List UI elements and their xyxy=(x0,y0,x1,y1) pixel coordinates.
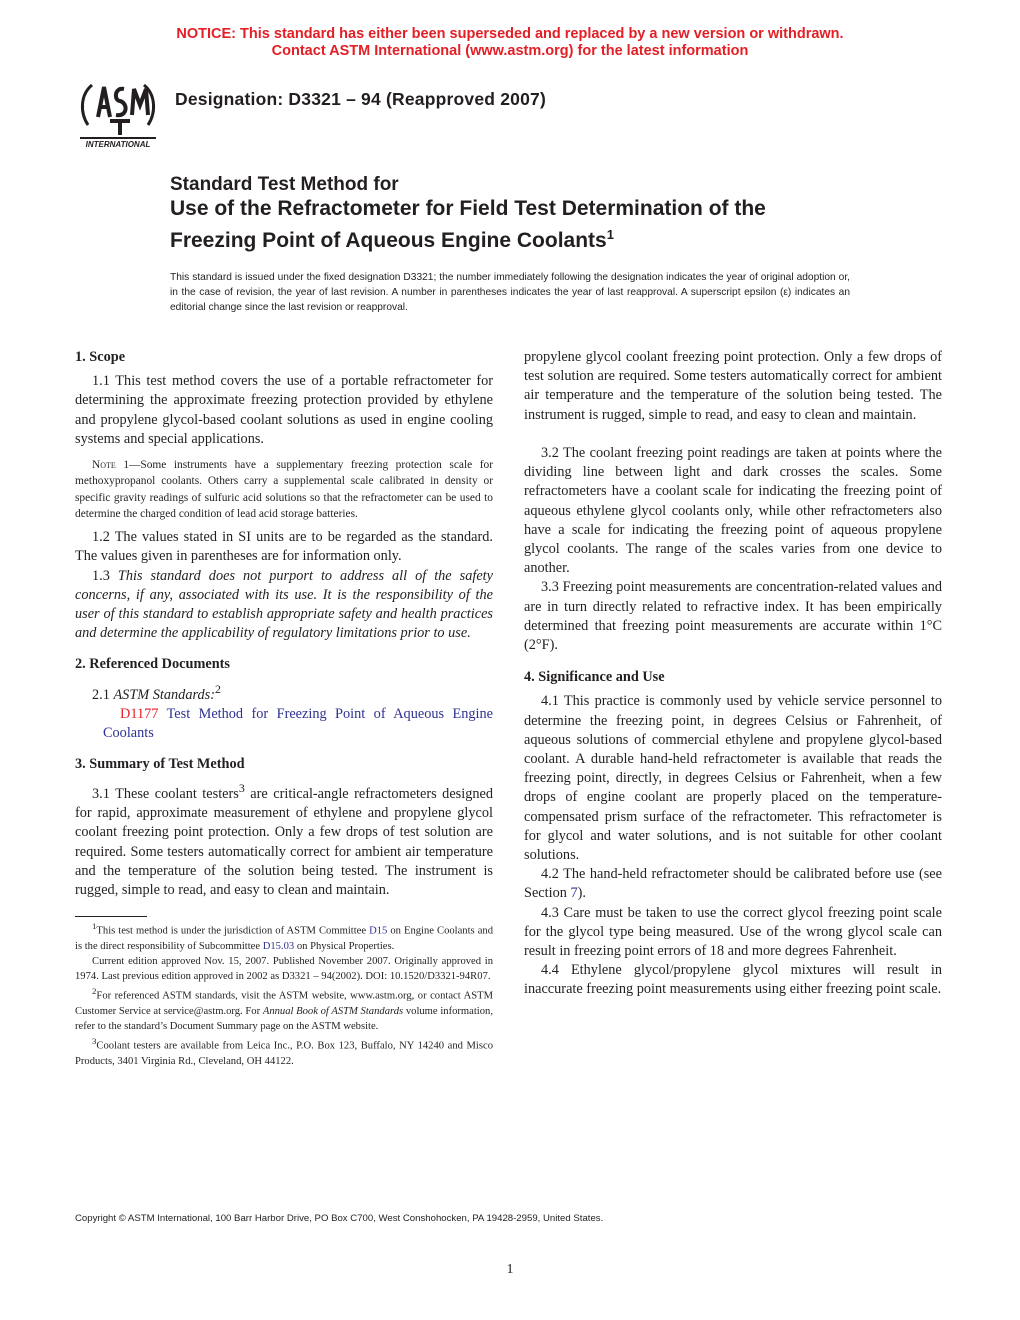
notice-line-2: Contact ASTM International (www.astm.org) for the latest information xyxy=(271,43,749,59)
para-2-1: 2.1 ASTM Standards:$^2$ xyxy=(92,681,221,703)
significance-heading: 4. Significance and Use xyxy=(524,669,665,686)
section-7-link[interactable]: 7 xyxy=(570,885,578,902)
copyright: Copyright © ASTM International, 100 Barr Harbor Drive, PO Box C700, West Conshohocken, PA 19428-2959, United States. xyxy=(75,1213,604,1224)
astm-logo xyxy=(76,73,160,149)
para-1-1: 1.1 This test method covers the use of a portable refractometer for determining the approximate freezing protection provided by ethylene and propylene glycol-based coolant solutions as used in engine cooling systems and special applications. xyxy=(75,373,493,447)
para-3-1-start: 3.1 These coolant testers$^3$ are critical-angle refractometers designed for rapid, approximate measurement of ethylene and propylene glycol coolant freezing point protection. Only a few drops of test solution are required. Some testers automatically correct for ambient air temperature and the temperature of the solution being tested. The instrument is rugged, simple to read, and easy to clean and maintain. xyxy=(75,781,494,898)
ref-title-link[interactable]: Test Method for Freezing Point of Aqueous Engine Coolants xyxy=(103,705,493,741)
footnote-3: $^3$Coolant testers are available from Leica Inc., P.O. Box 123, Buffalo, NY 14240 and Misco Products, 3401 Virginia Rd., Cleveland, OH 44122. xyxy=(75,1036,493,1068)
para-4-2: 4.2 The hand-held refractometer should be calibrated before use (see Section 7). xyxy=(524,866,942,902)
page-number: 1 xyxy=(506,1262,514,1277)
para-4-3: 4.3 Care must be taken to use the correct glycol freezing point scale for the glycol type being measured. Use of the wrong glycol scale can result in freezing point errors of 18 and more degrees Fahrenheit. xyxy=(524,904,942,960)
note-1: Note 1—Some instruments have a supplementary freezing protection scale for methoxypropanol coolants. Others carry a supplemental scale calibrated in density or specific gravity readings of sulfuric acid solutions so that the refractometer can be used to determine the charged condition of lead acid storage batteries. xyxy=(75,459,493,520)
para-1-3: 1.3 This standard does not purport to address all of the safety concerns, if any, associated with its use. It is the responsibility of the user of this standard to establish appropriate safety and health practices and determine the applicability of regulatory limitations prior to use. xyxy=(75,567,493,642)
document-title xyxy=(170,174,930,254)
ref-code-link[interactable]: D1177 xyxy=(120,705,159,722)
scope-heading: 1. Scope xyxy=(75,349,126,365)
notice-banner xyxy=(0,26,1020,60)
para-3-3: 3.3 Freezing point measurements are concentration-related values and are in turn directly related to refractive index. It has been empirically determined that freezing point measurements are accurate within 1°C (2°F). xyxy=(524,579,942,654)
footnote-rule xyxy=(75,916,147,917)
astm-logo-icon xyxy=(76,73,160,149)
referenced-documents-heading: 2. Referenced Documents xyxy=(75,656,230,673)
d15-03-link[interactable]: D15.03 xyxy=(262,940,295,952)
para-3-2: 3.2 The coolant freezing point readings are taken at points where the dividing line between light and dark crosses the scales. Some refractometers have a coolant scale for indicating the freezing point of aqueous ethylene glycol coolants only, while other refractometers also have a scale for indicating the freezing point of aqueous propylene glycol coolants. The range of the scales varies from one device to another. xyxy=(524,445,942,577)
footnote-1-edition: Current edition approved Nov. 15, 2007. Published November 2007. Originally approved in 1974. Last previous edition approved in 2002 as D3321 – 94(2002). DOI: 10.1520/D3321-94R07. xyxy=(75,955,493,983)
para-1-2: 1.2 The values stated in SI units are to be regarded as the standard. The values given in parentheses are for information only. xyxy=(75,529,493,565)
title-line-1: Standard Test Method for xyxy=(170,174,399,195)
footnote-2: $^2$For referenced ASTM standards, visit the ASTM website, www.astm.org, or contact ASTM Customer Service at service@astm.org. For Annual Book of ASTM Standards volume information, refer to the standard’s Document Summary page on the ASTM website. xyxy=(75,986,493,1033)
logo-label: INTERNATIONAL xyxy=(85,140,151,149)
title-line-3: Freezing Point of Aqueous Engine Coolants$^1$ xyxy=(170,227,614,252)
para-3-1-continued: propylene glycol coolant freezing point protection. Only a few drops of test solution are required. Some testers automatically correct for ambient air temperature and the temperature of the solution being tested. The instrument is rugged, simple to read, and easy to clean and maintain. xyxy=(524,349,942,423)
d15-link[interactable]: D15 xyxy=(369,925,388,937)
para-4-4: 4.4 Ethylene glycol/propylene glycol mixtures will result in inaccurate freezing point measurements using either freezing point scale. xyxy=(524,962,942,998)
right-column xyxy=(524,348,942,1000)
notice-line-1: NOTICE: This standard has either been superseded and replaced by a new version or withdrawn. xyxy=(176,26,844,42)
left-column xyxy=(75,348,494,1068)
para-4-1: 4.1 This practice is commonly used by vehicle service personnel to determine the freezing point, in degrees Celsius or Fahrenheit, of aqueous solutions of commercial ethylene and propylene glycol-based coolant. A durable hand-held refractometer is available that reads the freezing point, directly, in degrees Celsius or Fahrenheit, when a few drops of engine coolant are properly placed on the temperature-compensated prism surface of the refractometer. This refractometer is for glycol and water solutions, and is not suitable for other coolant solutions. xyxy=(524,693,942,864)
title-line-2: Use of the Refractometer for Field Test Determination of the xyxy=(170,197,766,220)
footnotes xyxy=(75,916,493,1069)
title-footnote-ref: 1 xyxy=(606,227,614,242)
issuance-statement: This standard is issued under the fixed designation D3321; the number immediately following the designation indicates the year of original adoption or, in the case of revision, the year of last revision. A number in parentheses indicates the year of last reapproval. A superscript epsilon (ε) indicates an editorial change since the last revision or reapproval. xyxy=(170,272,850,314)
summary-heading: 3. Summary of Test Method xyxy=(75,756,245,772)
designation: Designation: D3321 – 94 (Reapproved 2007) xyxy=(175,89,546,109)
footnote-1: $^1$This test method is under the jurisdiction of ASTM Committee D15 on Engine Coolants and is the direct responsibility of Subcommittee D15.03 on Physical Properties. xyxy=(75,921,493,952)
reference-d1177[interactable] xyxy=(75,705,493,743)
